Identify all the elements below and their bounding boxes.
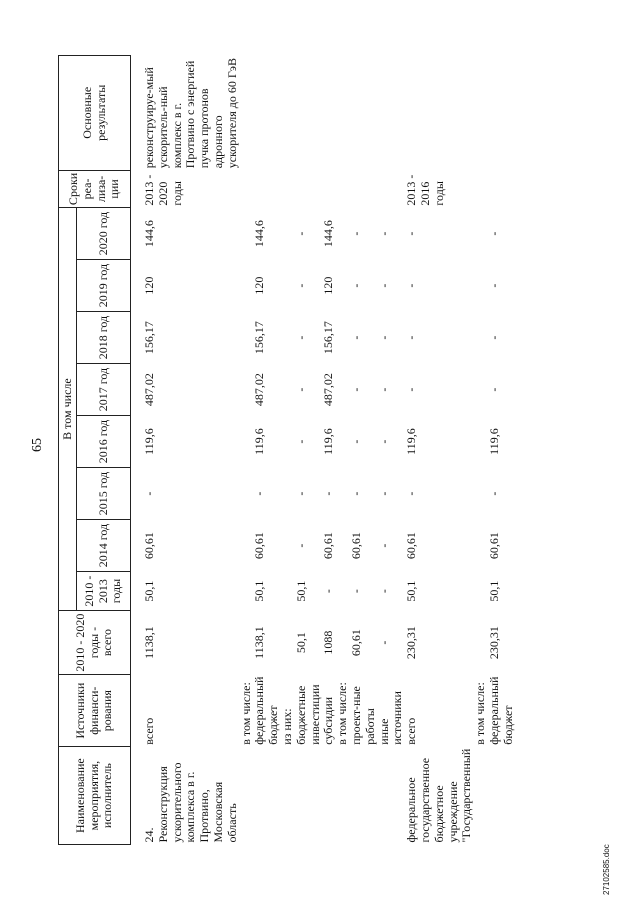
cell-name bbox=[488, 747, 516, 845]
cell-2018: 156,17 bbox=[321, 321, 336, 355]
cell-source: из них: bbox=[279, 708, 294, 745]
cell-name bbox=[253, 747, 281, 845]
cell-2019: 120 bbox=[252, 276, 267, 295]
cell-source: иные источники bbox=[376, 691, 405, 745]
header-2017: 2017 год bbox=[77, 364, 131, 416]
cell-2014: 60,61 bbox=[348, 532, 363, 560]
program-table bbox=[58, 55, 516, 845]
cell-2010-2013: 50,1 bbox=[486, 580, 501, 602]
cell-2016: 119,6 bbox=[486, 428, 501, 455]
cell-2014: - bbox=[376, 543, 391, 548]
cell-2018: 156,17 bbox=[142, 321, 156, 355]
header-2010-2013: 2010 - 2013 годы bbox=[77, 572, 131, 611]
cell-total: 1138,1 bbox=[252, 626, 267, 659]
cell-2020: - bbox=[404, 231, 419, 236]
cell-results bbox=[405, 55, 474, 170]
cell-2016: 119,6 bbox=[321, 428, 336, 455]
cell-2017: - bbox=[404, 387, 419, 392]
cell-source: федеральный бюджет bbox=[486, 676, 515, 745]
cell-2010-2013: 50,1 bbox=[142, 580, 156, 602]
header-total: 2010 - 2020 годы - всего bbox=[59, 611, 131, 675]
cell-results: реконструируе-мый ускоритель-ный комплекс в г. Протвино с энергией пучка протонов адронного ускорителя до 60 ГэВ bbox=[142, 58, 239, 169]
cell-terms: 2013 - 2020 годы bbox=[142, 174, 184, 206]
cell-2015: - bbox=[486, 491, 501, 496]
cell-2018: - bbox=[348, 335, 363, 340]
cell-2010-2013: 50,1 bbox=[252, 580, 267, 602]
cell-name bbox=[240, 747, 254, 845]
cell-2020: 144,6 bbox=[321, 220, 336, 248]
cell-name bbox=[281, 747, 295, 845]
table-row bbox=[336, 55, 350, 844]
cell-2014: 60,61 bbox=[252, 532, 267, 560]
cell-source: в том числе: bbox=[335, 682, 350, 745]
table-row bbox=[378, 55, 406, 844]
cell-2019: - bbox=[348, 283, 363, 288]
cell-2019: - bbox=[293, 283, 308, 288]
cell-2020: - bbox=[486, 231, 501, 236]
cell-total: 230,31 bbox=[404, 626, 419, 660]
cell-2010-2013: - bbox=[376, 589, 391, 594]
cell-2016: 119,6 bbox=[252, 428, 267, 455]
cell-2015: - bbox=[376, 491, 391, 496]
cell-2018: - bbox=[404, 335, 419, 340]
cell-2017: - bbox=[376, 387, 391, 392]
cell-2014: - bbox=[293, 543, 308, 548]
cell-2016: - bbox=[293, 439, 308, 444]
cell-2020: - bbox=[376, 231, 391, 236]
cell-2018: - bbox=[293, 335, 308, 340]
cell-2015: - bbox=[321, 491, 336, 496]
cell-source: субсидии bbox=[321, 696, 336, 745]
cell-2010-2013: - bbox=[321, 589, 336, 594]
table-row bbox=[405, 55, 474, 844]
cell-2020: 144,6 bbox=[142, 220, 156, 248]
table-row bbox=[240, 55, 254, 844]
cell-2015: - bbox=[142, 491, 156, 496]
table-body bbox=[131, 55, 516, 844]
cell-2014: 60,61 bbox=[404, 532, 419, 560]
cell-total: 50,1 bbox=[293, 632, 308, 654]
cell-2015: - bbox=[404, 491, 419, 496]
header-sources: Источники финанси-рования bbox=[59, 675, 131, 747]
cell-name bbox=[322, 747, 336, 845]
cell-2015: - bbox=[348, 491, 363, 496]
page-number: 65 bbox=[30, 438, 45, 452]
table-row bbox=[350, 55, 378, 844]
cell-source: бюджетные инвестиции bbox=[293, 684, 322, 745]
cell-name bbox=[295, 747, 323, 845]
cell-name bbox=[378, 747, 406, 845]
cell-2010-2013: - bbox=[348, 589, 363, 594]
cell-total: - bbox=[376, 640, 391, 645]
cell-2010-2013: 50,1 bbox=[293, 580, 308, 602]
cell-name bbox=[350, 747, 378, 845]
cell-source: федеральный бюджет bbox=[252, 676, 281, 745]
cell-2020: - bbox=[348, 231, 363, 236]
cell-2014: 60,61 bbox=[486, 532, 501, 560]
cell-2020: 144,6 bbox=[252, 220, 267, 248]
header-terms: Сроки реа-лиза-ции bbox=[59, 170, 131, 207]
cell-total: 1088 bbox=[321, 630, 336, 655]
cell-2020: - bbox=[293, 231, 308, 236]
header-name: Наименование мероприятия, исполнитель bbox=[59, 747, 131, 845]
cell-2016: 119,6 bbox=[142, 428, 156, 455]
cell-2017: 487,02 bbox=[142, 373, 156, 407]
cell-source: проект-ные работы bbox=[348, 686, 377, 745]
table-row bbox=[143, 55, 240, 844]
cell-2018: - bbox=[486, 335, 501, 340]
cell-source: в том числе: bbox=[238, 682, 253, 745]
cell-name bbox=[474, 747, 488, 845]
header-2015: 2015 год bbox=[77, 468, 131, 520]
table-row bbox=[253, 55, 281, 844]
cell-2019: - bbox=[404, 283, 419, 288]
cell-2017: - bbox=[486, 387, 501, 392]
cell-2019: 120 bbox=[142, 276, 156, 295]
cell-source: всего bbox=[142, 717, 156, 745]
table-row bbox=[488, 55, 516, 844]
cell-2017: 487,02 bbox=[252, 373, 267, 407]
cell-name: 24. Реконструкция ускорительного комплекса в г. Протвино, Московская область bbox=[142, 762, 239, 843]
header-2019: 2019 год bbox=[77, 260, 131, 312]
cell-2014: 60,61 bbox=[321, 532, 336, 560]
table-row bbox=[281, 55, 295, 844]
cell-total: 60,61 bbox=[348, 629, 363, 657]
table-header bbox=[59, 55, 131, 844]
cell-2017: - bbox=[348, 387, 363, 392]
cell-2017: 487,02 bbox=[321, 373, 336, 407]
table-row bbox=[295, 55, 323, 844]
table-row bbox=[474, 55, 488, 844]
cell-2017: - bbox=[293, 387, 308, 392]
header-results: Основные результаты bbox=[59, 55, 131, 170]
cell-2016: - bbox=[376, 439, 391, 444]
cell-2010-2013: 50,1 bbox=[404, 580, 419, 602]
cell-2019: 120 bbox=[321, 276, 336, 295]
cell-total: 1138,1 bbox=[142, 626, 156, 659]
cell-2018: - bbox=[376, 335, 391, 340]
header-2018: 2018 год bbox=[77, 312, 131, 364]
cell-name: федеральное государственное бюджетное учреждение "Государственный bbox=[404, 748, 474, 843]
cell-2019: - bbox=[486, 283, 501, 288]
header-2020: 2020 год bbox=[77, 208, 131, 260]
table-row bbox=[322, 55, 336, 844]
cell-source: в том числе: bbox=[473, 682, 488, 745]
cell-total: 230,31 bbox=[486, 626, 501, 660]
cell-name bbox=[336, 747, 350, 845]
cell-2015: - bbox=[252, 491, 267, 496]
cell-2015: - bbox=[293, 491, 308, 496]
document-code: 27102585.doc bbox=[602, 844, 611, 895]
header-2014: 2014 год bbox=[77, 520, 131, 572]
cell-2019: - bbox=[376, 283, 391, 288]
cell-2016: 119,6 bbox=[404, 428, 419, 455]
cell-2018: 156,17 bbox=[252, 321, 267, 355]
cell-2016: - bbox=[348, 439, 363, 444]
header-in-total: В том числе bbox=[59, 208, 77, 611]
cell-terms: 2013 - 2016 годы bbox=[404, 174, 446, 206]
cell-2014: 60,61 bbox=[142, 532, 156, 560]
cell-source: всего bbox=[404, 717, 419, 745]
header-2016: 2016 год bbox=[77, 416, 131, 468]
